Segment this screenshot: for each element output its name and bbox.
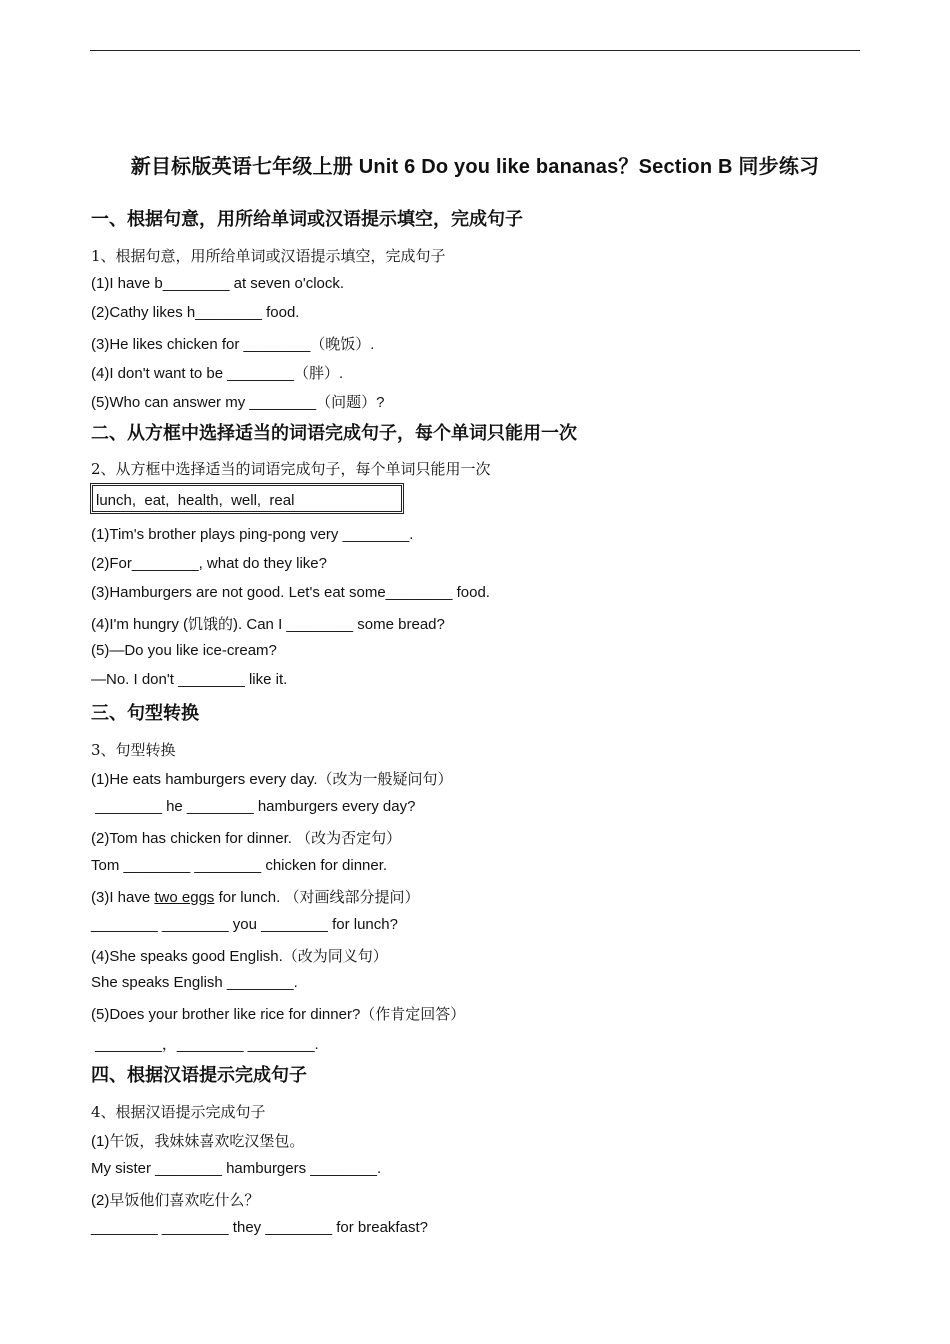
s4-question-1b: My sister ________ hamburgers ________. <box>91 1160 382 1177</box>
s3-question-5b: ________，________ ________. <box>91 1036 319 1053</box>
header-rule <box>90 50 860 51</box>
s3-question-2a: (2)Tom has chicken for dinner. （改为否定句） <box>91 830 402 847</box>
s3-question-3a <box>91 886 419 907</box>
page-title: 新目标版英语七年级上册 Unit 6 Do you like bananas？Section B 同步练习 <box>130 156 820 178</box>
section-3-heading: 三、句型转换 <box>91 703 199 723</box>
s3-question-4a: (4)She speaks good English.（改为同义句） <box>91 948 388 965</box>
s3-q3-suffix: for lunch. （对画线部分提问） <box>214 889 420 906</box>
section-1-heading: 一、根据句意，用所给单词或汉语提示填空，完成句子 <box>91 209 523 229</box>
s3-question-1a: (1)He eats hamburgers every day.（改为一般疑问句） <box>91 771 453 788</box>
s2-question-2: (2)For________, what do they like? <box>91 555 327 572</box>
s1-question-4: (4)I don't want to be ________（胖）. <box>91 365 344 382</box>
section-4-heading: 四、根据汉语提示完成句子 <box>91 1065 307 1085</box>
s1-question-5: (5)Who can answer my ________（问题）? <box>91 394 385 411</box>
s2-question-1: (1)Tim's brother plays ping-pong very ________. <box>91 526 414 543</box>
s4-question-2b: ________ ________ they ________ for breakfast? <box>91 1219 428 1236</box>
s3-q3-prefix: (3)I have <box>91 889 155 906</box>
s4-question-1a: (1)午饭，我妹妹喜欢吃汉堡包。 <box>91 1133 305 1150</box>
s1-question-1: (1)I have b________ at seven o'clock. <box>91 275 345 292</box>
s3-q3-underlined: two eggs <box>154 889 215 906</box>
s4-question-2a: (2)早饭他们喜欢吃什么？ <box>91 1192 260 1209</box>
section-4-intro: 4、根据汉语提示完成句子 <box>91 1103 266 1121</box>
s3-question-1b: ________ he ________ hamburgers every day? <box>91 798 416 815</box>
s1-question-3: (3)He likes chicken for ________（晚饭）. <box>91 336 375 353</box>
section-3-intro: 3、句型转换 <box>91 741 176 759</box>
word-bank-box: lunch, eat, health, well, real <box>90 483 404 514</box>
s1-question-2: (2)Cathy likes h________ food. <box>91 304 300 321</box>
s3-question-3b: ________ ________ you ________ for lunch? <box>91 916 398 933</box>
section-2-intro: 2、从方框中选择适当的词语完成句子，每个单词只能用一次 <box>91 460 491 478</box>
section-2-heading: 二、从方框中选择适当的词语完成句子，每个单词只能用一次 <box>91 423 577 443</box>
s2-question-5a: (5)—Do you like ice-cream? <box>91 642 277 659</box>
s2-question-4: (4)I'm hungry (饥饿的). Can I ________ some bread? <box>91 616 445 633</box>
s2-question-5b: —No. I don't ________ like it. <box>91 671 288 688</box>
s3-question-4b: She speaks English ________. <box>91 974 298 991</box>
s3-question-5a: (5)Does your brother like rice for dinner?（作肯定回答） <box>91 1006 466 1023</box>
s2-question-3: (3)Hamburgers are not good. Let's eat some________ food. <box>91 584 490 601</box>
section-1-intro: 1、根据句意，用所给单词或汉语提示填空，完成句子 <box>91 247 446 265</box>
s3-question-2b: Tom ________ ________ chicken for dinner. <box>91 857 388 874</box>
